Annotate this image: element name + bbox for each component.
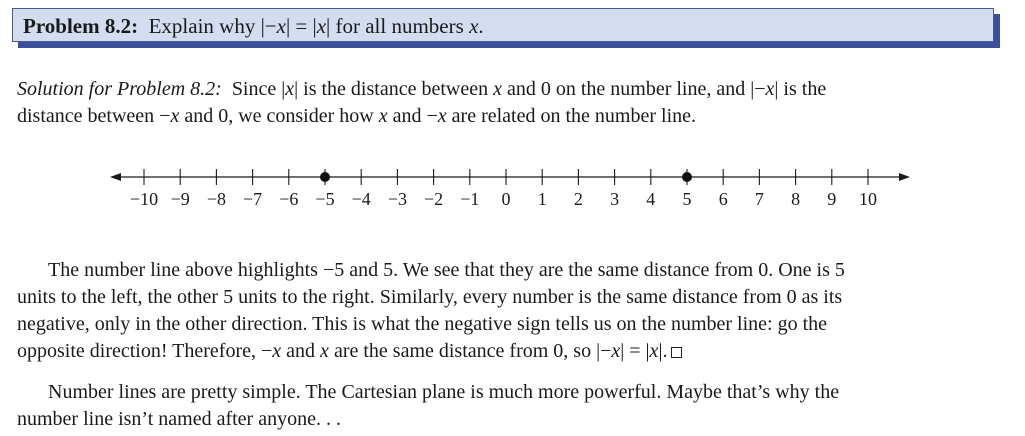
- number-line-tick-label: 2: [573, 189, 583, 209]
- number-line-tick-label: −4: [351, 189, 371, 209]
- arrow-left-icon: [110, 173, 121, 181]
- number-line-tick-label: −2: [424, 189, 444, 209]
- number-line: [110, 160, 910, 220]
- paragraph1-line-4: opposite direction! Therefore, −x and x are the same distance from 0, so |−x| = |x|.: [17, 338, 682, 364]
- problem-label: Problem 8.2:: [23, 14, 139, 38]
- highlighted-point: [320, 172, 330, 182]
- number-line-tick-label: 5: [682, 189, 692, 209]
- problem-statement: Explain why |−x| = |x| for all numbers x.: [148, 14, 484, 38]
- number-line-tick-label: 4: [646, 189, 656, 209]
- number-line-tick-label: −6: [279, 189, 299, 209]
- qed-square-icon: [671, 347, 682, 358]
- highlighted-point: [682, 172, 692, 182]
- number-line-tick-label: −3: [387, 189, 407, 209]
- paragraph1-line-1: The number line above highlights −5 and 5. We see that they are the same distance from 0. One is 5: [48, 259, 845, 281]
- paragraph1-line-3: negative, only in the other direction. This is what the negative sign tells us on the number line: go the: [17, 313, 828, 335]
- solution-line-2: distance between −x and 0, we consider how x and −x are related on the number line.: [17, 105, 697, 127]
- number-line-tick-label: 0: [501, 189, 511, 209]
- number-line-tick-label: 8: [791, 189, 801, 209]
- number-line-tick-label: 6: [718, 189, 728, 209]
- number-line-tick-label: 1: [537, 189, 547, 209]
- number-line-tick-label: −10: [129, 189, 159, 209]
- paragraph2-line-1: Number lines are pretty simple. The Cartesian plane is much more powerful. Maybe that’s why the: [48, 381, 840, 403]
- number-line-tick-label: 9: [827, 189, 837, 209]
- number-line-tick-label: −7: [243, 189, 263, 209]
- problem-box: [12, 8, 994, 42]
- number-line-tick-label: 3: [610, 189, 620, 209]
- arrow-right-icon: [899, 173, 910, 181]
- solution-line-1: Solution for Problem 8.2: Since |x| is the distance between x and 0 on the number line, and |−x| is the: [17, 78, 827, 100]
- paragraph2-line-2: number line isn’t named after anyone. . .: [17, 408, 341, 430]
- number-line-tick-label: −1: [460, 189, 480, 209]
- number-line-tick-label: 7: [754, 189, 764, 209]
- number-line-tick-label: 10: [859, 189, 877, 209]
- paragraph1-line-2: units to the left, the other 5 units to the right. Similarly, every number is the same distance from 0 as its: [17, 286, 843, 308]
- number-line-tick-label: −5: [315, 189, 335, 209]
- number-line-tick-label: −9: [170, 189, 190, 209]
- solution-heading: Solution for Problem 8.2:: [17, 78, 222, 100]
- number-line-tick-label: −8: [206, 189, 226, 209]
